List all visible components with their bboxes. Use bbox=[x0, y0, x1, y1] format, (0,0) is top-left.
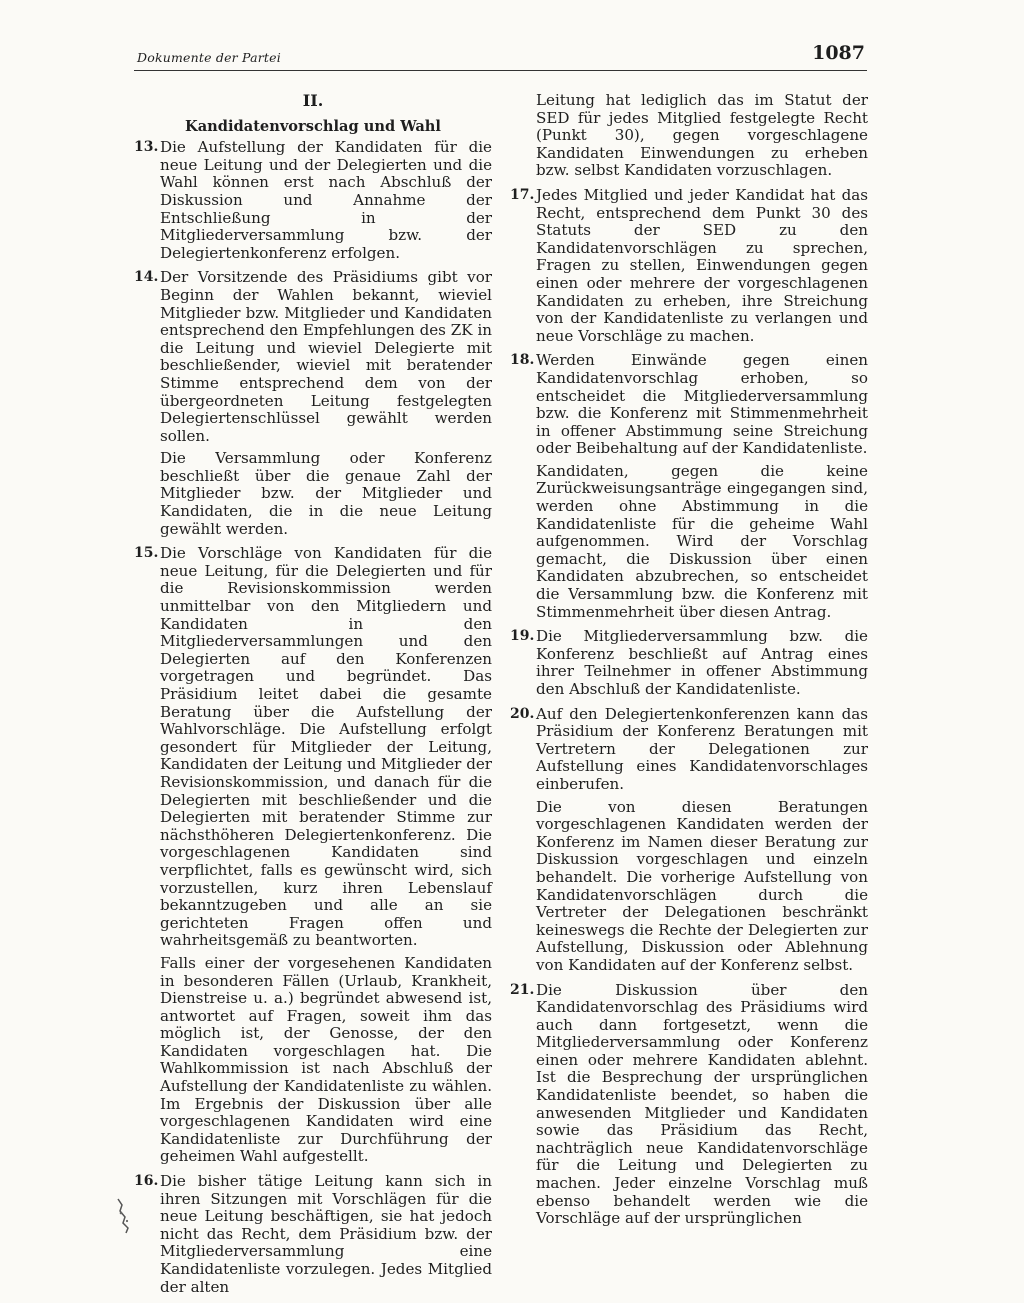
page-number: 1087 bbox=[812, 42, 865, 64]
item-number: 19. bbox=[510, 628, 535, 645]
left-column bbox=[134, 92, 492, 1303]
item-number: 14. bbox=[134, 269, 159, 286]
item-paragraph: Auf den Delegiertenkonferenzen kann das Präsidium der Konferenz Beratungen mit Vertretern der Delegationen zur Aufstellung eines Kandidatenvorschlages einberufen. bbox=[536, 704, 868, 793]
item-number: 20. bbox=[510, 705, 535, 722]
item-paragraph: Die von diesen Beratungen vorgeschlagenen Kandidaten werden der Konferenz im Namen dieser Beratung zur Diskussion vorgeschlagen und einzeln behandelt. Die vorherige Aufstellung von Kandidatenvorschlägen durch die Vertreter der Delegationen beschränkt keineswegs die Rechte der Delegierten zur Aufstellung, Diskussion oder Ablehnung von Kandidaten auf der Konferenz selbst. bbox=[536, 797, 868, 974]
list-item-18 bbox=[510, 352, 868, 621]
list-item-14 bbox=[134, 269, 492, 538]
page-header bbox=[134, 42, 867, 72]
item-paragraph: Die Aufstellung der Kandidaten für die neue Leitung und der Delegierten und die Wahl können erst nach Abschluß der Diskussion und Annahme der Entschließung in der Mitgliederversammlung bzw. der Delegiertenkonferenz erfolgen. bbox=[160, 138, 492, 262]
list-item-13 bbox=[134, 139, 492, 262]
list-item-17 bbox=[510, 187, 868, 345]
item-number: 16. bbox=[134, 1173, 159, 1190]
section-title: Kandidatenvorschlag und Wahl bbox=[185, 117, 441, 135]
right-column bbox=[510, 92, 868, 1235]
list-item-16 bbox=[134, 1173, 492, 1296]
item-paragraph: Die Versammlung oder Konferenz beschließt über die genaue Zahl der Mitglieder bzw. der Mitglieder und Kandidaten, die in die neue Leitung gewählt werden. bbox=[160, 449, 492, 538]
item-paragraph: Der Vorsitzende des Präsidiums gibt vor Beginn der Wahlen bekannt, wieviel Mitglieder bzw. Mitglieder und Kandidaten entsprechend den Empfehlungen des ZK in die Leitung und wieviel Delegierte mit beschließender, wieviel mit beratender Stimme entsprechend dem von der übergeordneten Leitung festgelegten Delegiertenschlüssel gewählt werden sollen. bbox=[160, 268, 492, 445]
list-item-15 bbox=[134, 545, 492, 1166]
continuation-paragraph: Leitung hat lediglich das im Statut der SED für jedes Mitglied festgelegte Recht (Punkt 30), gegen vorgeschlagene Kandidaten Einwendungen zu erheben bzw. selbst Kandidaten vorzuschlagen. bbox=[536, 91, 868, 180]
item-paragraph: Jedes Mitglied und jeder Kandidat hat das Recht, entsprechend dem Punkt 30 des Statuts der SED zu den Kandidatenvorschlägen zu sprechen, Fragen zu stellen, Einwendungen gegen einen oder mehrere der vorgeschlagenen Kandidaten zu erheben, ihre Streichung von der Kandidatenliste zu verlangen und neue Vorschläge zu machen. bbox=[536, 185, 868, 345]
running-head: Dokumente der Partei bbox=[137, 50, 281, 65]
item-16-continuation bbox=[536, 92, 868, 180]
item-paragraph: Werden Einwände gegen einen Kandidatenvorschlag erhoben, so entscheidet die Mitgliederversammlung bzw. die Konferenz mit Stimmenmehrheit in offener Abstimmung seine Streichung oder Beibehaltung auf der Kandidatenliste. bbox=[536, 351, 868, 458]
list-item-19 bbox=[510, 628, 868, 698]
item-number: 15. bbox=[134, 545, 159, 562]
list-item-20 bbox=[510, 706, 868, 975]
list-item-21 bbox=[510, 982, 868, 1228]
item-paragraph: Die Diskussion über den Kandidatenvorschlag des Präsidiums wird auch dann fortgesetzt, wenn die Mitgliederversammlung oder Konferenz einen oder mehrere Kandidaten ablehnt. Ist die Besprechung der ursprünglichen Kandidatenliste beendet, so haben die anwesenden Mitglieder und Kandidaten sowie das Präsidium das Recht, nachträglich neue Kandidatenvorschläge für die Leitung und Delegierten zu machen. Jeder einzelne Vorschlag muß ebenso behandelt werden wie die Vorschläge auf der ursprünglichen bbox=[536, 980, 868, 1228]
item-paragraph: Die Vorschläge von Kandidaten für die neue Leitung, für die Delegierten und für die Revisionskommission werden unmittelbar von den Mitgliedern und Kandidaten in den Mitgliederversammlungen und den Delegierten auf den Konferenzen vorgetragen und begründet. Das Präsidium leitet dabei die gesamte Beratung über die Aufstellung der Wahlvorschläge. Die Aufstellung erfolgt gesondert für Mitglieder der Leitung, Kandidaten der Leitung und Mitglieder der Revisionskommission, und danach für die Delegierten mit beschließender und die Delegierten mit beratender Stimme zur nächsthöheren Delegiertenkonferenz. Die vorgeschlagenen Kandidaten sind verpflichtet, falls es gewünscht wird, sich vorzustellen, kurz ihren Lebenslauf bekanntzugeben und alle an sie gerichteten Fragen offen und wahrheitsgemäß zu beantworten. bbox=[160, 544, 492, 950]
header-rule bbox=[134, 70, 867, 71]
section-number: II. bbox=[302, 91, 324, 110]
item-number: 17. bbox=[510, 186, 535, 203]
item-number: 18. bbox=[510, 352, 535, 369]
item-paragraph: Kandidaten, gegen die keine Zurückweisungsanträge eingegangen sind, werden ohne Abstimmung in die Kandidatenliste für die geheime Wahl aufgenommen. Wird der Vorschlag gemacht, die Diskussion über einen Kandidaten abzubrechen, so entscheidet die Versammlung bzw. die Konferenz mit Stimmenmehrheit über diesen Antrag. bbox=[536, 461, 868, 621]
item-number: 13. bbox=[134, 139, 159, 156]
item-number: 21. bbox=[510, 981, 535, 998]
item-paragraph: Die Mitgliederversammlung bzw. die Konferenz beschließt auf Antrag eines ihrer Teilnehmer in offener Abstimmung den Abschluß der Kandidatenliste. bbox=[536, 627, 868, 698]
item-paragraph: Falls einer der vorgesehenen Kandidaten in besonderen Fällen (Urlaub, Krankheit, Dienstreise u. a.) begründet abwesend ist, antwortet auf Fragen, soweit ihm das möglich ist, der Genosse, der den Kandidaten vorgeschlagen hat. Die Wahlkommission ist nach Abschluß der Aufstellung der Kandidatenliste zu wählen. Im Ergebnis der Diskussion über alle vorgeschlagenen Kandidaten wird eine Kandidatenliste zur Durchführung der geheimen Wahl aufgestellt. bbox=[160, 953, 492, 1166]
scan-smudge-mark bbox=[112, 1195, 138, 1235]
item-paragraph: Die bisher tätige Leitung kann sich in ihren Sitzungen mit Vorschlägen für die neue Leitung beschäftigen, sie hat jedoch nicht das Recht, dem Präsidium bzw. der Mitgliederversammlung eine Kandidatenliste vorzulegen. Jedes Mitglied der alten bbox=[160, 1172, 492, 1296]
